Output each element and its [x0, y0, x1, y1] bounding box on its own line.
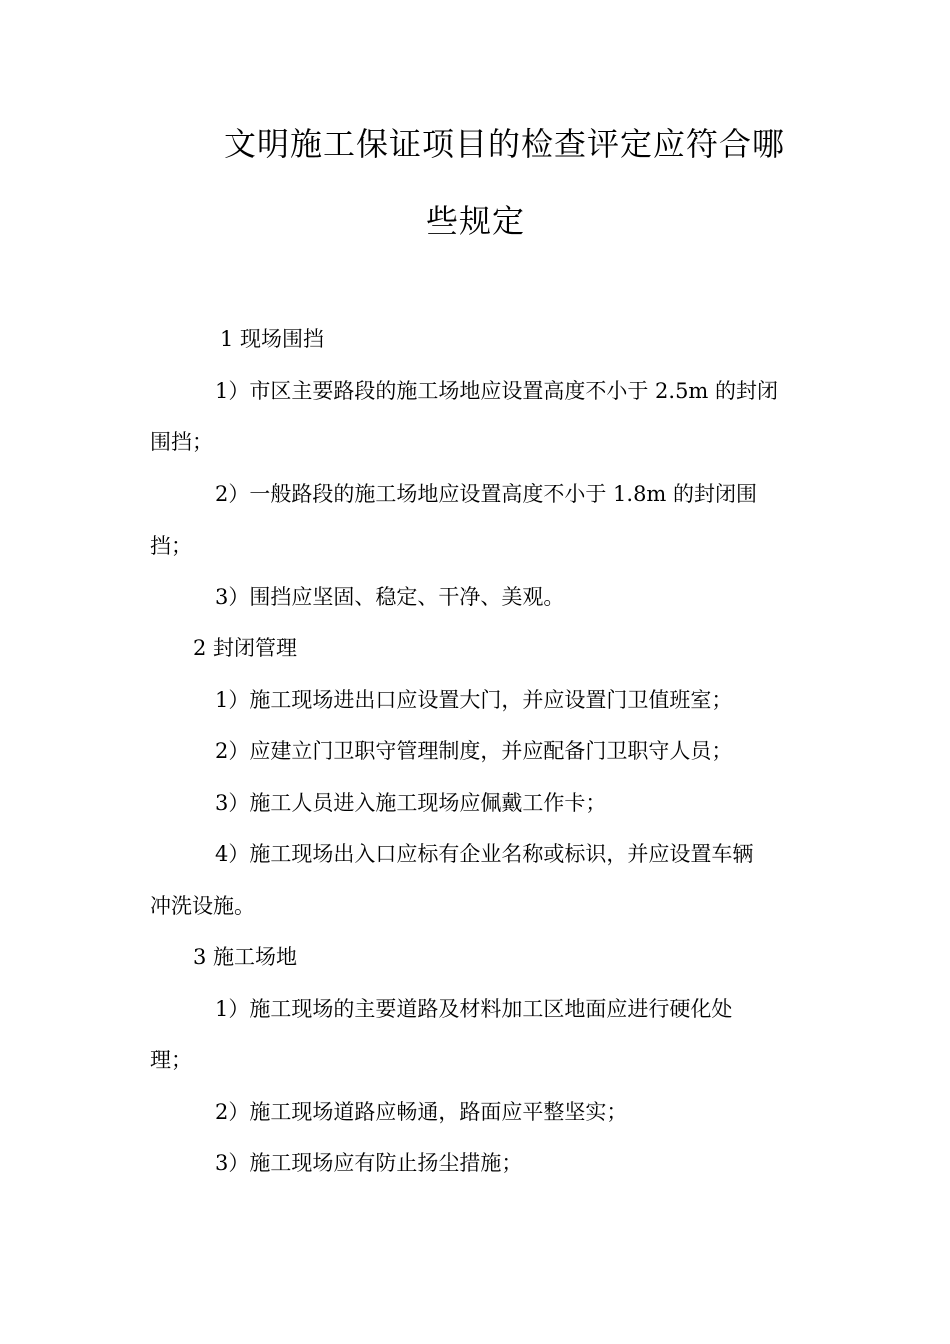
list-item: 4）施工现场出入口应标有企业名称或标识，并应设置车辆: [215, 842, 754, 866]
list-item: 2）应建立门卫职守管理制度，并应配备门卫职守人员；: [215, 739, 733, 763]
title-line-1: 文明施工保证项目的检查评定应符合哪: [224, 125, 786, 163]
list-item: 1）施工现场进出口应设置大门，并应设置门卫值班室；: [215, 688, 733, 712]
list-item: 1）施工现场的主要道路及材料加工区地面应进行硬化处: [215, 997, 733, 1021]
list-item-continuation: 冲洗设施。: [150, 894, 255, 918]
section-heading: 2 封闭管理: [193, 636, 298, 660]
list-item-continuation: 围挡；: [150, 430, 213, 454]
list-item-continuation: 理；: [150, 1048, 192, 1072]
list-item: 3）施工现场应有防止扬尘措施；: [215, 1151, 523, 1175]
list-item: 2）施工现场道路应畅通，路面应平整坚实；: [215, 1100, 628, 1124]
list-item-continuation: 挡；: [150, 534, 192, 558]
list-item: 1）市区主要路段的施工场地应设置高度不小于 2.5m 的封闭: [215, 379, 779, 403]
section-heading: 1 现场围挡: [220, 327, 325, 351]
list-item: 2）一般路段的施工场地应设置高度不小于 1.8m 的封闭围: [215, 482, 758, 506]
section-heading: 3 施工场地: [193, 945, 298, 969]
title-line-2: 些规定: [426, 202, 526, 240]
list-item: 3）围挡应坚固、稳定、干净、美观。: [215, 585, 565, 609]
list-item: 3）施工人员进入施工现场应佩戴工作卡；: [215, 791, 607, 815]
